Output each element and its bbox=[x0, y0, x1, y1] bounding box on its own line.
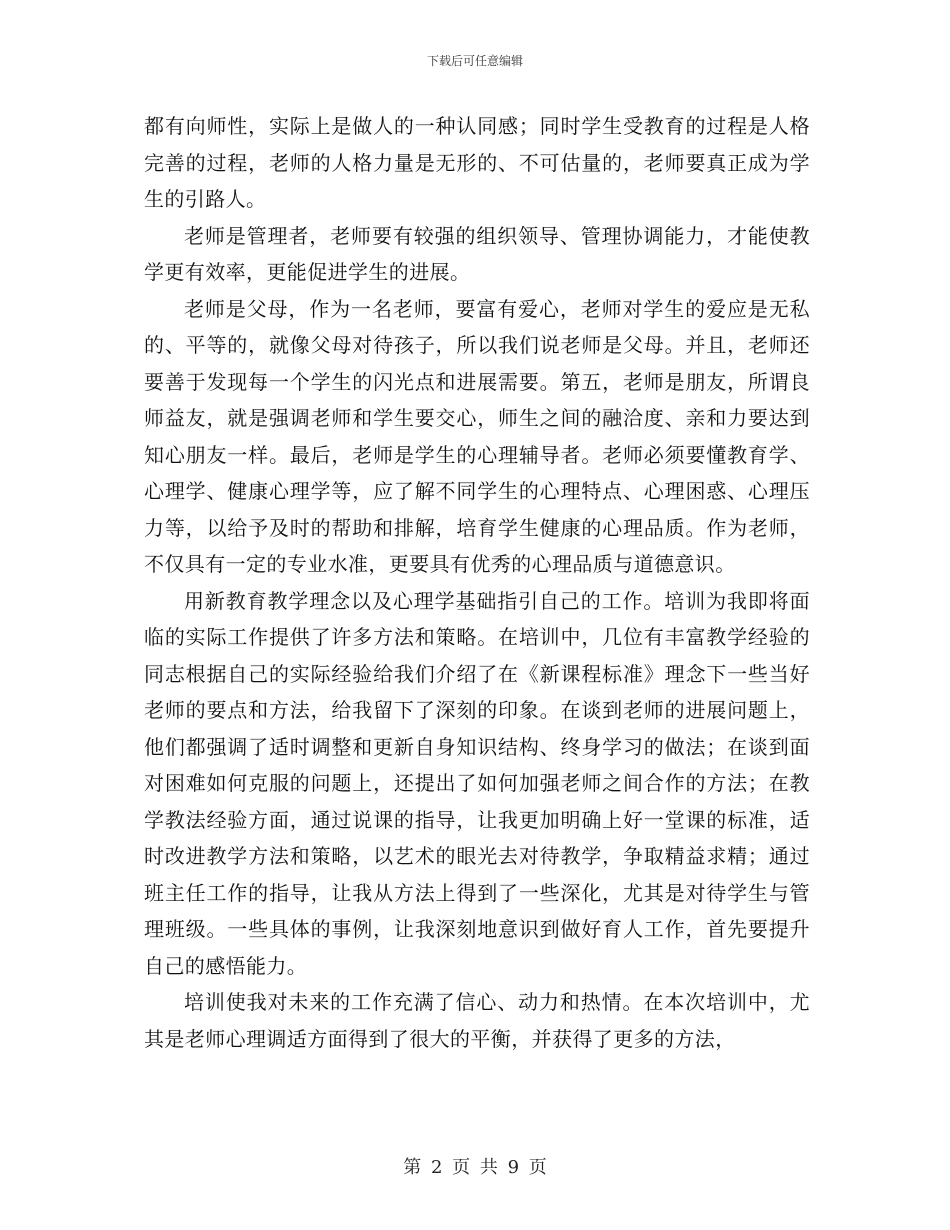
paragraph-manager: 老师是管理者，老师要有较强的组织领导、管理协调能力，才能使教学更有效率，更能促进学生的进展。 bbox=[144, 223, 810, 284]
footer-total-word: 共 bbox=[479, 1157, 498, 1178]
footer-page-word: 页 bbox=[452, 1157, 471, 1178]
page-footer bbox=[0, 1153, 950, 1179]
paragraph-parent-friend: 老师是父母，作为一名老师，要富有爱心，老师对学生的爱应是无私的、平等的，就像父母对待孩子，所以我们说老师是父母。并且，老师还要善于发现每一个学生的闪光点和进展需要。第五，老师是朋友，所谓良师益友，就是强调老师和学生要交心，师生之间的融洽度、亲和力要达到知心朋友一样。最后，老师是学生的心理辅导者。老师必须要懂教育学、心理学、健康心理学等，应了解不同学生的心理特点、心理困惑、心理压力等，以给予及时的帮助和排解，培育学生健康的心理品质。作为老师，不仅具有一定的专业水准，更要具有优秀的心理品质与道德意识。 bbox=[144, 296, 810, 576]
paragraph-new-concepts: 用新教育教学理念以及心理学基础指引自己的工作。培训为我即将面临的实际工作提供了许多方法和策略。在培训中，几位有丰富教学经验的同志根据自己的实际经验给我们介绍了在《新课程标准》理念下一些当好老师的要点和方法，给我留下了深刻的印象。在谈到老师的进展问题上，他们都强调了适时调整和更新自身知识结构、终身学习的做法；在谈到面对困难如何克服的问题上，还提出了如何加强老师之间合作的方法；在教学教法经验方面，通过说课的指导，让我更加明确上好一堂课的标准，适时改进教学方法和策略，以艺术的眼光去对待教学，争取精益求精；通过班主任工作的指导，让我从方法上得到了一些深化，尤其是对待学生与管理班级。一些具体的事例，让我深刻地意识到做好育人工作，首先要提升自己的感悟能力。 bbox=[144, 588, 810, 978]
paragraph-continuation: 都有向师性，实际上是做人的一种认同感；同时学生受教育的过程是人格完善的过程，老师的人格力量是无形的、不可估量的，老师要真正成为学生的引路人。 bbox=[144, 114, 810, 211]
page-header: 下载后可任意编辑 bbox=[426, 54, 523, 68]
total-pages-number: 9 bbox=[507, 1157, 520, 1178]
document-body bbox=[144, 108, 810, 1057]
current-page-number: 2 bbox=[430, 1157, 443, 1178]
footer-prefix: 第 bbox=[403, 1157, 422, 1178]
paragraph-confidence: 培训使我对未来的工作充满了信心、动力和热情。在本次培训中，尤其是老师心理调适方面得到了很大的平衡，并获得了更多的方法， bbox=[144, 990, 810, 1051]
footer-suffix: 页 bbox=[528, 1157, 547, 1178]
